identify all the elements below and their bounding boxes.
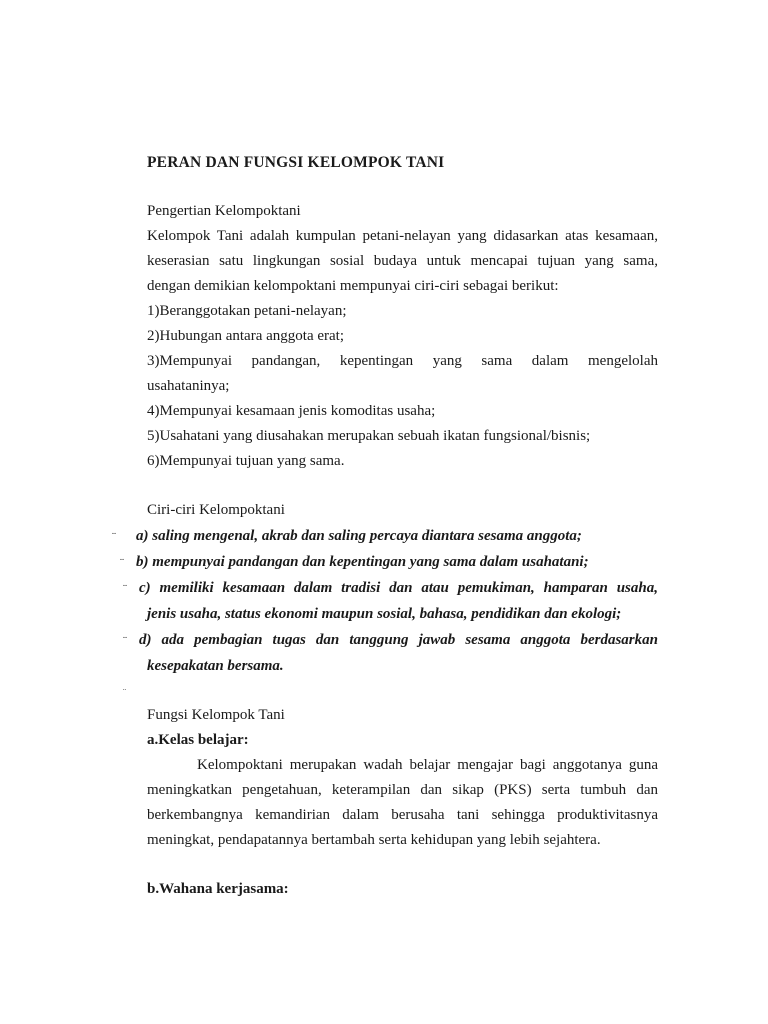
ciri-item-d-cont: kesepakatan bersama. (147, 658, 284, 674)
bullet-icon: ¨ (120, 555, 124, 569)
pengertian-line-3: dengan demikian kelompoktani mempunyai ciri-ciri sebagai berikut: (147, 278, 559, 294)
ciri-item-d: ¨ d) ada pembagian tugas dan tanggung jawab sesama anggota berdasarkan (139, 627, 658, 653)
ciri-item-b: ¨ b) mempunyai pandangan dan kepentingan yang sama dalam usahatani; (136, 549, 658, 575)
bullet-icon: ¨ (112, 529, 116, 543)
bullet-icon: ¨ (123, 581, 127, 595)
kelas-belajar-heading: a.Kelas belajar: (147, 732, 249, 748)
fungsi-heading: Fungsi Kelompok Tani (147, 707, 285, 723)
list-item: 5)Usahatani yang diusahakan merupakan sebuah ikatan fungsional/bisnis; (147, 428, 591, 444)
bullet-icon: ¨ (123, 633, 127, 647)
ciri-item-a: ¨ a) saling mengenal, akrab dan saling percaya diantara sesama anggota; (136, 523, 658, 549)
kelas-line-2: meningkatkan pengetahuan, keterampilan dan sikap (PKS) serta tumbuh dan (147, 782, 658, 798)
pengertian-line-1: Kelompok Tani adalah kumpulan petani-nelayan yang didasarkan atas kesamaan, (147, 228, 658, 244)
wahana-kerjasama-heading: b.Wahana kerjasama: (147, 881, 289, 897)
ciri-list (112, 523, 658, 703)
list-item: 2)Hubungan antara anggota erat; (147, 328, 344, 344)
kelas-line-3: berkembangnya kemandirian dalam berusaha tani sehingga produktivitasnya (147, 807, 658, 823)
ciri-item-c: ¨ c) memiliki kesamaan dalam tradisi dan atau pemukiman, hamparan usaha, (139, 575, 658, 601)
list-item: 1)Beranggotakan petani-nelayan; (147, 303, 347, 319)
ciri-heading: Ciri-ciri Kelompoktani (147, 502, 285, 518)
list-item: 6)Mempunyai tujuan yang sama. (147, 453, 345, 469)
list-item: usahataninya; (147, 378, 230, 394)
document-body (112, 151, 658, 902)
list-item: 3)Mempunyai pandangan, kepentingan yang sama dalam mengelolah (147, 353, 658, 369)
kelas-line-1: Kelompoktani merupakan wadah belajar mengajar bagi anggotanya guna (197, 757, 658, 773)
pengertian-heading: Pengertian Kelompoktani (147, 203, 301, 219)
ciri-item-c-cont: jenis usaha, status ekonomi maupun sosial, bahasa, pendidikan dan ekologi; (147, 606, 622, 622)
page-title: PERAN DAN FUNGSI KELOMPOK TANI (147, 154, 445, 171)
list-item: 4)Mempunyai kesamaan jenis komoditas usaha; (147, 403, 436, 419)
bullet-icon: ¨ (123, 687, 126, 697)
pengertian-line-2: keserasian satu lingkungan sosial budaya untuk mencapai tujuan yang sama, (147, 253, 658, 269)
kelas-line-4: meningkat, pendapatannya bertambah serta kehidupan yang lebih sejahtera. (147, 832, 601, 848)
